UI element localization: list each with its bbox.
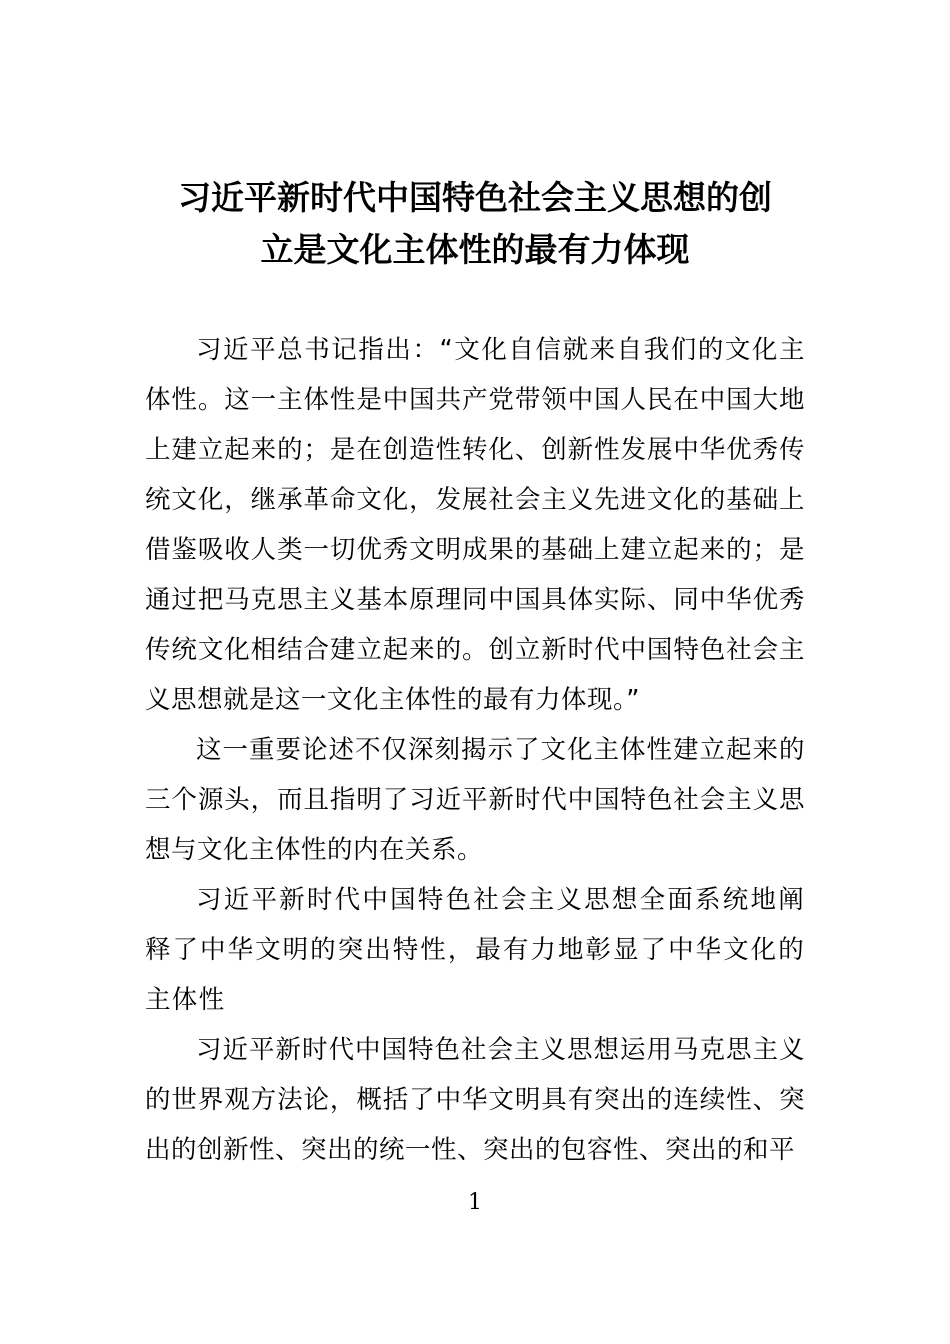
- paragraph-subheading: 习近平新时代中国特色社会主义思想全面系统地阐释了中华文明的突出特性，最有力地彰显了中华文化的主体性: [145, 885, 805, 1015]
- title-line-2: 立是文化主体性的最有力体现: [260, 230, 690, 269]
- document-title: [130, 172, 820, 276]
- paragraph-characteristics: 习近平新时代中国特色社会主义思想运用马克思主义的世界观方法论，概括了中华文明具有突出的连续性、突出的创新性、突出的统一性、突出的包容性、突出的和平: [145, 1035, 805, 1165]
- page-number: 1: [468, 1190, 482, 1215]
- paragraph-quote: 习近平总书记指出：“文化自信就来自我们的文化主体性。这一主体性是中国共产党带领中国人民在中国大地上建立起来的；是在创造性转化、创新性发展中华优秀传统文化，继承革命文化，发展社会主义先进文化的基础上借鉴吸收人类一切优秀文明成果的基础上建立起来的；是通过把马克思主义基本原理同中国具体实际、同中华优秀传统文化相结合建立起来的。创立新时代中国特色社会主义思想就是这一文化主体性的最有力体现。”: [145, 335, 805, 715]
- title-line-1: 习近平新时代中国特色社会主义思想的创: [178, 178, 772, 217]
- document-body: [145, 325, 805, 1175]
- paragraph-significance: 这一重要论述不仅深刻揭示了文化主体性建立起来的三个源头，而且指明了习近平新时代中国特色社会主义思想与文化主体性的内在关系。: [145, 735, 805, 865]
